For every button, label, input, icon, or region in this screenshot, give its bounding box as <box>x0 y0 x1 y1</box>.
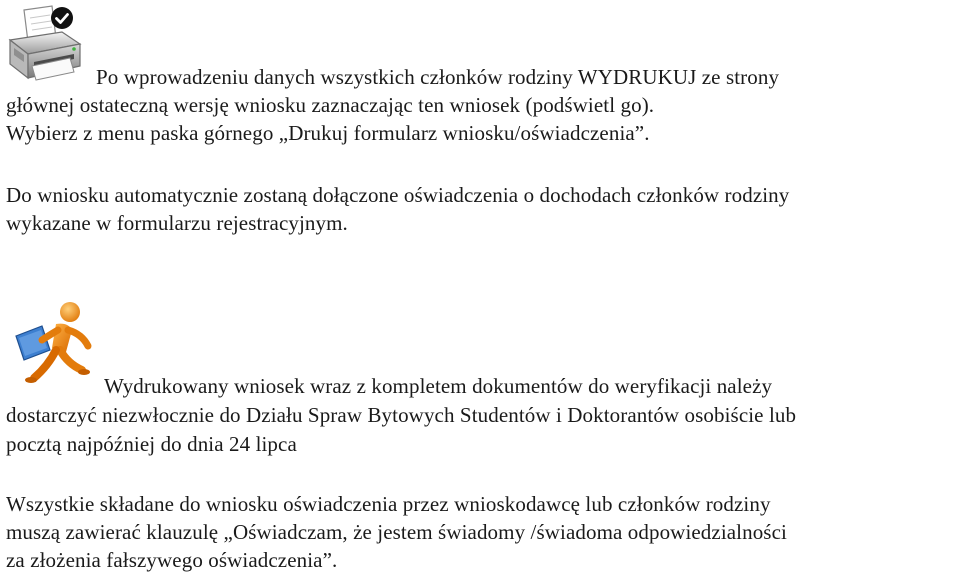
document-icon <box>16 326 50 360</box>
running-person-icon <box>12 300 94 388</box>
instruction-text-3-line-3: pocztą najpóźniej do dnia 24 lipca <box>6 432 297 456</box>
check-icon <box>50 6 74 30</box>
instruction-text-4-line-1: Wszystkie składane do wniosku oświadczenia przez wnioskodawcę lub członków rodziny <box>6 492 771 516</box>
instruction-text-2-line-1: Do wniosku automatycznie zostaną dołączone oświadczenia o dochodach członków rodziny <box>6 183 790 207</box>
instruction-text-1-line-3: Wybierz z menu paska górnego „Drukuj formularz wniosku/oświadczenia”. <box>6 121 650 145</box>
instruction-text-2-line-2: wykazane w formularzu rejestracyjnym. <box>6 211 348 235</box>
instruction-text-4-line-3: za złożenia fałszywego oświadczenia”. <box>6 548 338 572</box>
instruction-text-3-line-2: dostarczyć niezwłocznie do Działu Spraw Bytowych Studentów i Doktorantów osobiście lub <box>6 403 797 427</box>
instruction-text-1-line-1: Po wprowadzeniu danych wszystkich członków rodziny WYDRUKUJ ze strony <box>96 65 780 89</box>
instruction-text-3-line-1: Wydrukowany wniosek wraz z kompletem dokumentów do weryfikacji należy <box>104 374 773 398</box>
instruction-text-4-line-2: muszą zawierać klauzulę „Oświadczam, że jestem świadomy /świadoma odpowiedzialności <box>6 520 787 544</box>
instruction-text-1-line-2: głównej ostateczną wersję wniosku zaznaczając ten wniosek (podświetl go). <box>6 93 655 117</box>
